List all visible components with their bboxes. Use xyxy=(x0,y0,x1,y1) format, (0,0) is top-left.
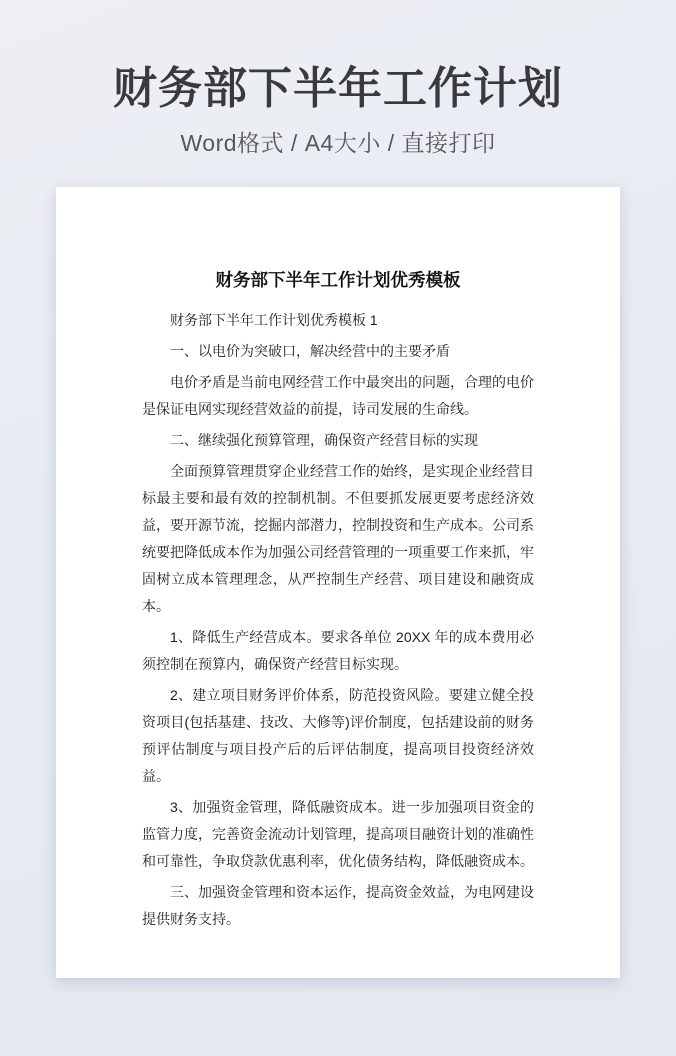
document-page xyxy=(56,187,620,978)
banner xyxy=(0,0,676,158)
doc-paragraph: 一、以电价为突破口，解决经营中的主要矛盾 xyxy=(170,343,450,359)
banner-title: 财务部下半年工作计划 xyxy=(113,64,563,113)
doc-paragraph: 电价矛盾是当前电网经营工作中最突出的问题，合理的电价是保证电网实现经营效益的前提，诗司发展的生命线。 xyxy=(142,374,534,417)
doc-paragraph: 3、加强资金管理，降低融资成本。进一步加强项目资金的监管力度，完善资金流动计划管理，提高项目融资计划的准确性和可靠性，争取贷款优惠利率，优化债务结构，降低融资成本。 xyxy=(142,799,534,869)
doc-paragraph: 财务部下半年工作计划优秀模板 1 xyxy=(170,312,378,328)
doc-paragraph: 2、建立项目财务评价体系，防范投资风险。要建立健全投资项目(包括基建、技改、大修等)评价制度，包括建设前的财务预评估制度与项目投产后的后评估制度，提高项目投资经济效益。 xyxy=(142,687,534,784)
doc-paragraph: 二、继续强化预算管理，确保资产经营目标的实现 xyxy=(170,432,478,448)
doc-paragraph: 三、加强资金管理和资本运作，提高资金效益，为电网建设提供财务支持。 xyxy=(142,884,534,927)
doc-paragraph: 全面预算管理贯穿企业经营工作的始终，是实现企业经营目标最主要和最有效的控制机制。不但要抓发展更要考虑经济效益，要开源节流，挖掘内部潜力，控制投资和生产成本。公司系统要把降低成本作为加强公司经营管理的一项重要工作来抓，牢固树立成本管理理念，从严控制生产经营、项目建设和融资成本。 xyxy=(142,463,534,614)
banner-subtitle: Word格式 / A4大小 / 直接打印 xyxy=(180,130,496,157)
doc-paragraph: 1、降低生产经营成本。要求各单位 20XX 年的成本费用必须控制在预算内，确保资产经营目标实现。 xyxy=(142,629,534,672)
document-title: 财务部下半年工作计划优秀模板 xyxy=(215,270,461,290)
